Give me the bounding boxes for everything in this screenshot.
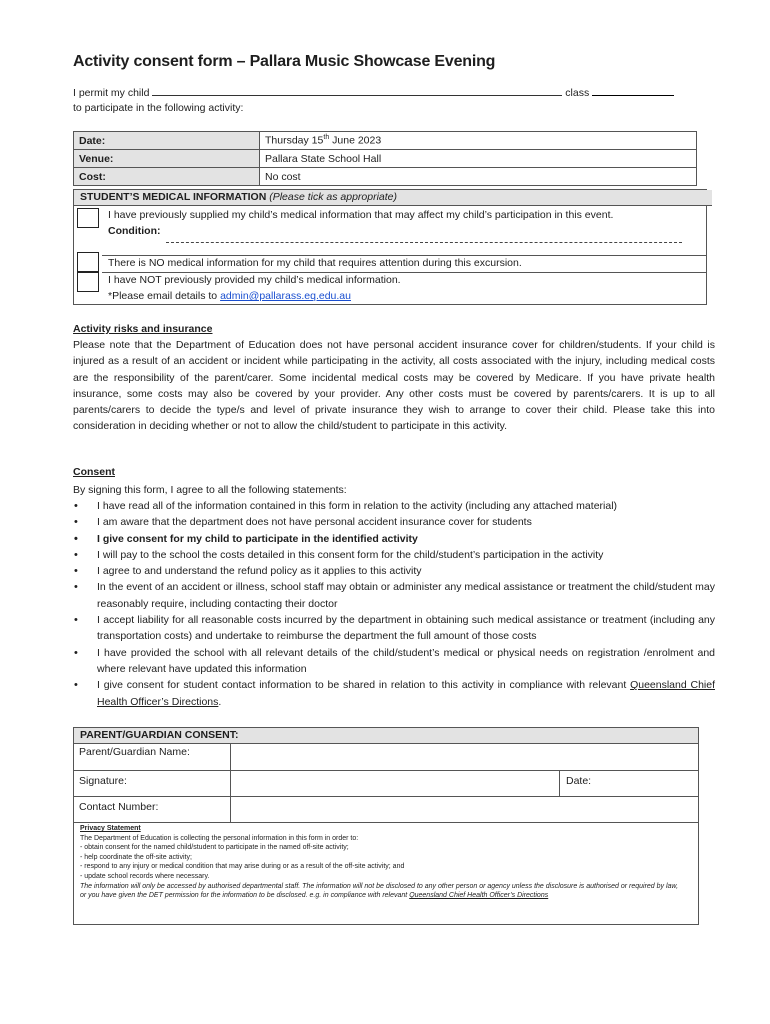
consent-statement-end: . (218, 695, 222, 708)
date-label: Date: (74, 132, 260, 150)
consent-statements (73, 498, 715, 710)
consent-statement-text: I give consent for student contact information to be shared in relation to this activity in compliance with relevant (97, 679, 627, 692)
guardian-heading: PARENT/GUARDIAN CONSENT: (74, 728, 698, 744)
medical-option2-text: There is NO medical information for my child that requires attention during this excursion. (108, 257, 522, 269)
medical-heading-text: STUDENT’S MEDICAL INFORMATION (80, 191, 267, 203)
guardian-name-row (74, 744, 698, 771)
signature-label: Signature: (79, 775, 127, 787)
medical-divider (102, 272, 706, 273)
medical-option1-text: I have previously supplied my child’s medical information that may affect my child’s participation in this event. (108, 209, 614, 221)
consent-intro: By signing this form, I agree to all the following statements: (73, 484, 347, 496)
privacy-heading: Privacy Statement (80, 825, 141, 832)
condition-label: Condition: (108, 225, 161, 237)
consent-statement: • I will pay to the school the costs detailed in this consent form for the child/student’s participation in the activity (73, 547, 715, 563)
class-label: class (565, 87, 590, 99)
medical-option3-text: I have NOT previously provided my child’s medical information. (108, 274, 401, 286)
privacy-intro: The Department of Education is collecting the personal information in this form in order to: (80, 834, 359, 842)
privacy-item: - update school records where necessary. (80, 872, 210, 880)
contact-label: Contact Number: (79, 801, 159, 813)
signature-field[interactable] (231, 771, 562, 796)
privacy-item: - respond to any injury or medical condition that may arise during or as a result of the off-site activity; and (80, 863, 405, 871)
email-prefix: *Please email details to (108, 290, 218, 302)
consent-heading: Consent (73, 466, 115, 478)
venue-value: Pallara State School Hall (260, 150, 697, 168)
contact-number-field[interactable] (231, 797, 696, 822)
qcho-directions-link[interactable]: Queensland Chief Health Officer’s Directions (97, 679, 716, 708)
contact-row (74, 797, 698, 823)
consent-statement: • I have provided the school with all relevant details of the child/student’s medical or physical needs on registration /enrolment and where relevant have updated this information (73, 645, 715, 678)
guardian-consent-box (73, 727, 699, 925)
privacy-item: - obtain consent for the named child/student to participate in the named off-site activity; (80, 844, 349, 852)
privacy-note-link[interactable]: Queensland Chief Health Officer’s Directions (409, 892, 549, 900)
privacy-statement (80, 824, 686, 901)
medical-option3-checkbox[interactable] (77, 272, 99, 292)
permission-suffix: to participate in the following activity: (73, 102, 244, 114)
detail-row-venue (74, 150, 697, 168)
condition-line[interactable] (166, 242, 682, 243)
permission-line (73, 86, 674, 99)
child-name-field[interactable] (152, 86, 562, 96)
row-divider (559, 771, 560, 796)
cost-label: Cost: (74, 168, 260, 186)
consent-statement: • I am aware that the department does not have personal accident insurance cover for students (73, 514, 715, 530)
detail-row-date (74, 132, 697, 150)
consent-statement: • I agree to and understand the refund policy as it applies to this activity (73, 563, 715, 579)
guardian-name-field[interactable] (231, 744, 696, 770)
class-field[interactable] (592, 86, 674, 96)
detail-row-cost (74, 168, 697, 186)
consent-statement-last (73, 677, 715, 710)
consent-statement: • I give consent for my child to participate in the identified activity (73, 531, 715, 547)
cost-value: No cost (260, 168, 697, 186)
consent-statement: • I accept liability for all reasonable costs incurred by the department in obtaining such medical assistance or treatment (including any transportation costs) and undertake to reimburse the department the full amount of those costs (73, 612, 715, 645)
email-link[interactable]: admin@pallarass.eq.edu.au (220, 290, 351, 302)
medical-information-box (73, 189, 707, 305)
medical-option1-checkbox[interactable] (77, 208, 99, 228)
form-title: Activity consent form – Pallara Music Showcase Evening (73, 53, 496, 70)
medical-heading-note: (Please tick as appropriate) (269, 191, 398, 203)
medical-divider (102, 255, 706, 256)
privacy-note-text: The information will only be accessed by authorised departmental staff. The information will not be disclosed to any other person or agency unless the disclosure is authorised or required by law, or you have given the DET permission for the information to be disclosed. e.g. in compliance with relevant (80, 882, 679, 900)
consent-statement: • I have read all of the information contained in this form in relation to the activity (including any attached material) (73, 498, 715, 514)
privacy-note (80, 882, 686, 901)
signature-row (74, 771, 698, 797)
guardian-name-label: Parent/Guardian Name: (79, 746, 190, 758)
risks-paragraph: Please note that the Department of Education does not have personal accident insurance cover for children/students. If your child is injured as a result of an accident or incident while participating in the activity, all costs associated with the injury, including medical costs are the responsibility of the parent/carer. Some incidental medical costs may be covered by Medicare. If you have private health insurance, some costs may also be covered by your provider. Any other costs must be covered by parents/carers. It is up to all parents/carers to decide the type/s and level of private insurance they wish to arrange to cover their child. Please take this into consideration in deciding whether or not to allow the child/student to participate in this activity. (73, 339, 715, 433)
activity-details-table (73, 131, 697, 186)
privacy-item: - help coordinate the off-site activity; (80, 853, 192, 861)
consent-statement: • In the event of an accident or illness, school staff may obtain or administer any medical assistance or treatment the child/student may reasonably require, including contacting their doctor (73, 579, 715, 612)
email-line (108, 290, 351, 302)
date-value: Thursday 15th June 2023 (260, 132, 697, 150)
risks-heading: Activity risks and insurance (73, 323, 213, 335)
date-field-label: Date: (566, 775, 592, 787)
venue-label: Venue: (74, 150, 260, 168)
permission-prefix: I permit my child (73, 87, 150, 99)
medical-option2-checkbox[interactable] (77, 252, 99, 272)
medical-heading (74, 190, 712, 206)
